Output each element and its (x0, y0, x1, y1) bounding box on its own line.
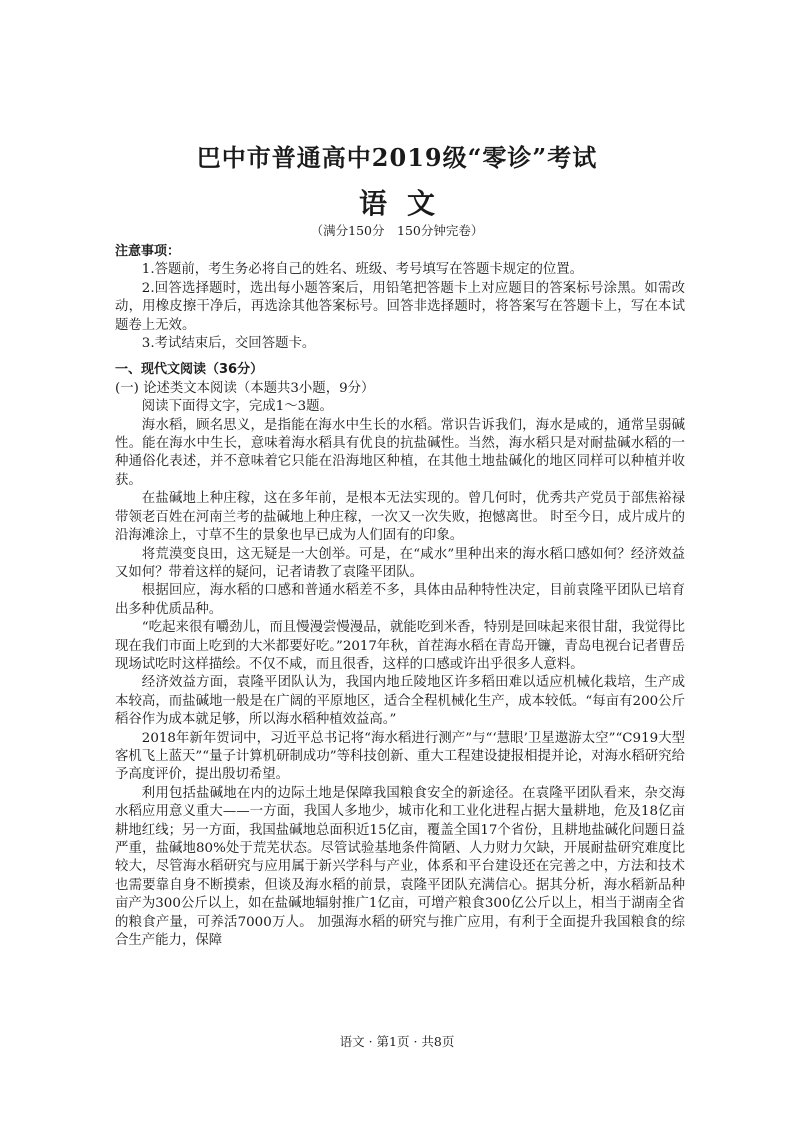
passage-paragraph: 利用包括盐碱地在内的边际土地是保障我国粮食安全的新途径。在袁隆平团队看来，杂交海水稻应用意义重大——一方面，我国人多地少，城市化和工业化进程占据大量耕地，危及18亿亩耕地红线；另一方面，我国盐碱地总面积近15亿亩，覆盖全国17个省份，且耕地盐碱化问题日益严重，盐碱地80%处于荒芜状态。尽管试验基地条件简陋、人力财力欠缺，开展耐盐研究难度比较大，尽管海水稻研究与应用属于新兴学科与产业，体系和平台建设还在完善之中，方法和技术也需要靠自身不断摸索，但谈及海水稻的前景，袁隆平团队充满信心。据其分析，海水稻新品种亩产为300公斤以上，如在盐碱地辐射推广1亿亩，可增产粮食300亿公斤以上，相当于湖南全省的粮食产量，可养活7000万人。 加强海水稻的研究与推广应用，有利于全面提升我国粮食的综合生产能力，保障 (115, 785, 685, 949)
exam-body (115, 243, 685, 950)
passage-paragraph: “吃起来很有嚼劲儿，而且慢漫尝慢漫品，就能吃到米香，特别是回味起来很甘甜，我觉得比现在我们市面上吃到的大米都要好吃。”2017年秋，首茬海水稻在青岛开镰，青岛电视台记者曹岳现场试吃时这样描绘。不仅不咸，而且很香，这样的口感或许出乎很多人意料。 (115, 620, 685, 672)
passage-paragraph: 将荒漠变良田，这无疑是一大创举。可是，在“咸水”里种出来的海水稻口感如何？经济效益又如何？带着这样的疑问，记者请教了袁隆平团队。 (115, 546, 685, 580)
passage-paragraph: 在盐碱地上种庄稼，这在多年前，是根本无法实现的。曾几何时，优秀共产党员于部焦裕禄带领老百姓在河南兰考的盐碱地上种庄稼，一次又一次失败，抱憾离世。 时至今日，成片成片的沿海滩涂上，寸草不生的景象也早已成为人们固有的印象。 (115, 491, 685, 544)
score-note: （满分150分 150分钟完卷） (310, 223, 484, 238)
section-subheading: (一) 论述类文本阅读（本题共3小题，9分） (115, 380, 375, 396)
section-heading: 一、现代文阅读（36分） (115, 362, 264, 378)
passage-paragraph: 根据回应，海水稻的口感和普通水稻差不多，具体由品种特性决定，目前袁隆平团队已培育出多种优质品种。 (115, 583, 685, 617)
notice-heading: 注意事项： (115, 244, 181, 259)
page-footer: 语文 · 第1页 · 共8页 (339, 1034, 455, 1049)
passage-paragraph: 2018年新年贺词中，习近平总书记将“海水稻进行测产”与“‘慧眼’卫星遨游太空”“C919大型客机飞上蓝天”“量子计算机研制成功”等科技创新、重大工程建设捷报相提并论，对海水稻研究给予高度评价，提出殷切希望。 (115, 730, 685, 783)
reading-instruction: 阅读下面得文字，完成1～3题。 (141, 399, 333, 415)
notice-item: 1.答题前，考生务必将自己的姓名、班级、考号填写在答题卡规定的位置。 (141, 262, 584, 278)
notice-item: 3.考试结束后，交回答题卡。 (141, 336, 316, 352)
subject-title: 语文 (358, 187, 455, 220)
passage-paragraph: 经济效益方面，袁隆平团队认为，我国内地丘陵地区许多稻田难以适应机械化栽培，生产成本较高，而盐碱地一般是在广阔的平原地区，适合全程机械化生产，成本较低。“每亩有200公斤稻谷作为成本就足够，所以海水稻种植效益高。” (115, 675, 685, 728)
exam-title: 巴中市普通高中2019级“零诊”考试 (196, 143, 598, 172)
passage-paragraph: 海水稻，顾名思义，是指能在海水中生长的水稻。常识告诉我们，海水是咸的，通常呈弱碱性。能在海水中生长，意味着海水稻具有优良的抗盐碱性。当然，海水稻只是对耐盐碱水稻的一种通俗化表述，并不意味着它只能在沿海地区种植，在其他土地盐碱化的地区同样可以种植并收获。 (115, 417, 685, 488)
notice-item: 2.回答选择题时，选出每小题答案后，用铅笔把答题卡上对应题目的答案标号涂黑。如需改动，用橡皮擦干净后，再选涂其他答案标号。回答非选择题时，将答案写在答题卡上，写在本试题卷上无效。 (115, 280, 685, 333)
